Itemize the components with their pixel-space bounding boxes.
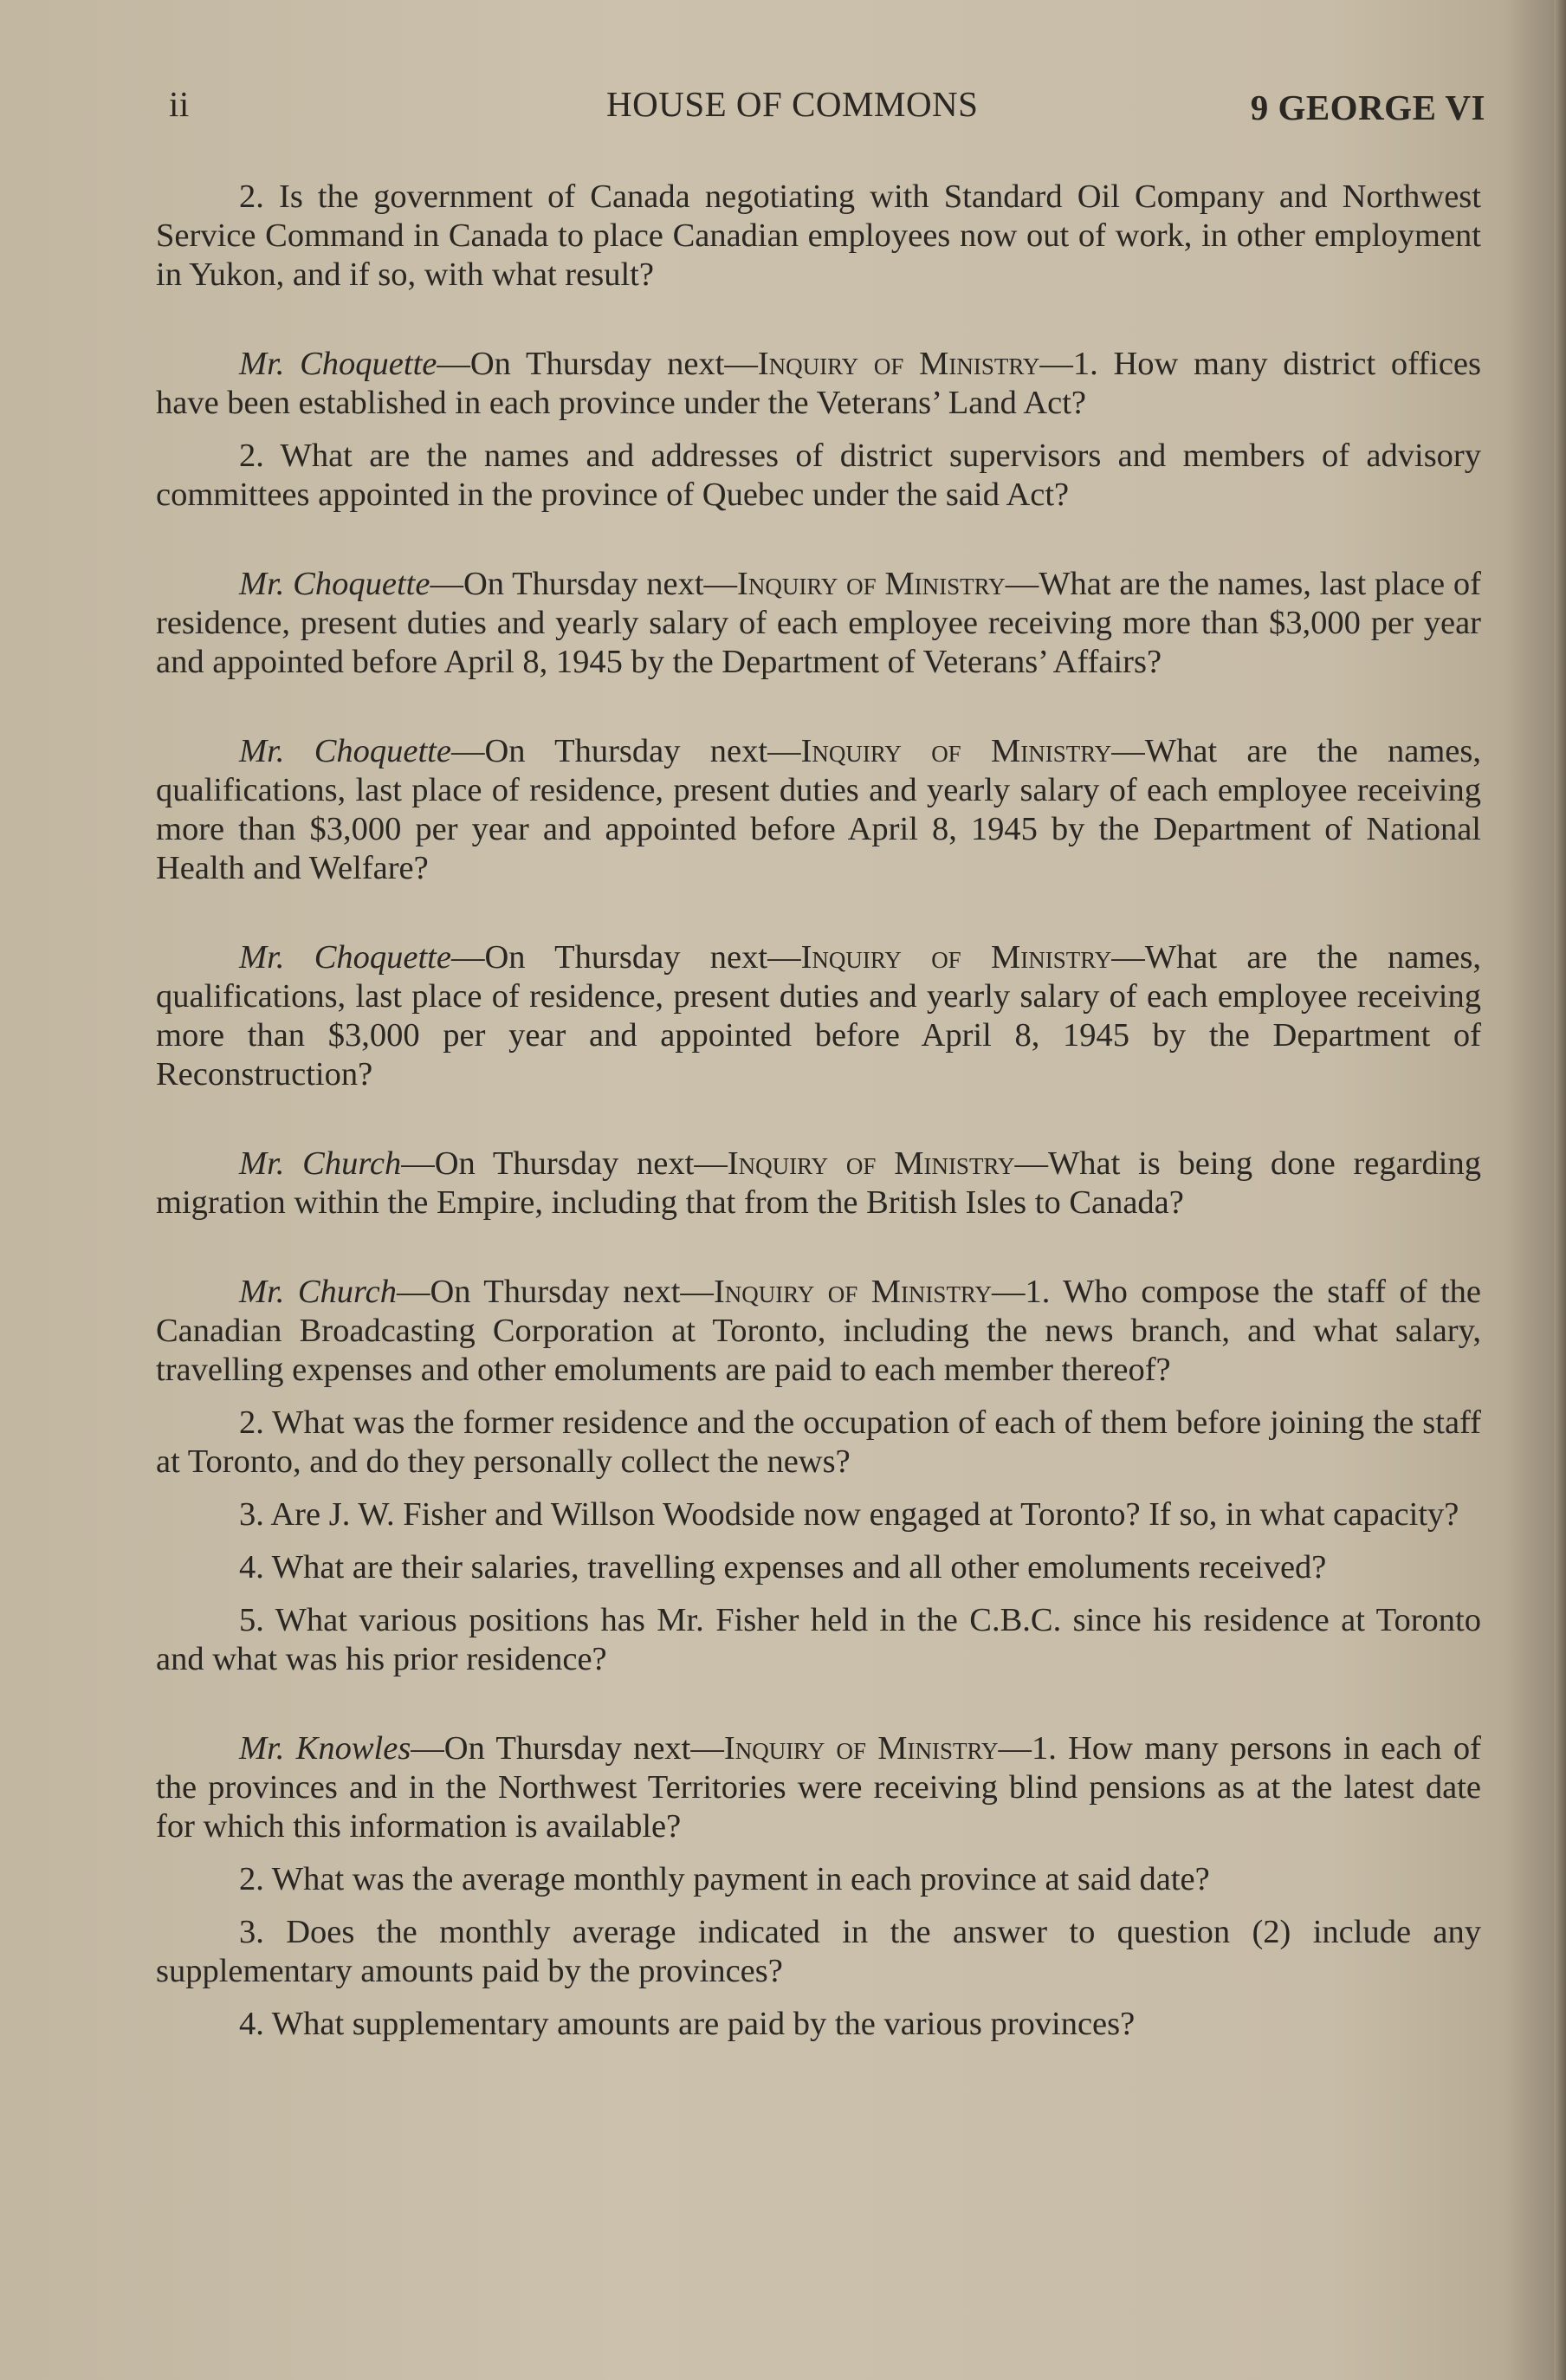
question-paragraph bbox=[156, 1860, 1481, 1899]
inquiry-heading: Inquiry of Ministry bbox=[737, 566, 1006, 602]
notice-day: —On Thursday next— bbox=[401, 1145, 728, 1182]
member-name: Mr. Choquette bbox=[239, 346, 437, 382]
member-name: Mr. Church bbox=[239, 1274, 397, 1310]
regnal-year: 9 GEORGE VI bbox=[1250, 88, 1485, 127]
question-text: —What is being done regarding migration within the Empire, including that from the British Isles to Canada? bbox=[156, 1145, 1481, 1221]
member-name: Mr. Knowles bbox=[239, 1730, 411, 1767]
question-paragraph bbox=[156, 565, 1481, 682]
question-paragraph bbox=[156, 1273, 1481, 1390]
inquiry-heading: Inquiry of Ministry bbox=[757, 346, 1040, 382]
notice-day: —On Thursday next— bbox=[411, 1730, 724, 1767]
question-paragraph bbox=[156, 1145, 1481, 1222]
running-title: HOUSE OF COMMONS bbox=[606, 84, 979, 124]
question-paragraph bbox=[156, 437, 1481, 515]
question-text: —What are the names, qualifications, last place of residence, present duties and yearly salary of each employee receiving more than $3,000 per year and appointed before April 8, 1945 by the Department of National Health and Welfare? bbox=[156, 733, 1481, 886]
inquiry-heading: Inquiry of Ministry bbox=[727, 1145, 1015, 1182]
inquiry-heading: Inquiry of Ministry bbox=[713, 1274, 992, 1310]
page-edge-shadow bbox=[1554, 0, 1566, 2380]
question-text: 4. What supplementary amounts are paid by the various provinces? bbox=[239, 2006, 1136, 2042]
question-text: —1. Who compose the staff of the Canadian Broadcasting Corporation at Toronto, including the news branch, and what salary, travelling expenses and other emoluments are paid to each member thereof? bbox=[156, 1274, 1481, 1388]
questions-body bbox=[156, 178, 1481, 2044]
page-header bbox=[169, 83, 1485, 135]
question-text: —1. How many district offices have been established in each province under the Veterans’ Land Act? bbox=[156, 346, 1481, 421]
question-text: 3. Does the monthly average indicated in the answer to question (2) include any supplementary amounts paid by the provinces? bbox=[156, 1914, 1481, 1989]
question-text: 4. What are their salaries, travelling expenses and all other emoluments received? bbox=[239, 1549, 1327, 1586]
question-paragraph bbox=[156, 178, 1481, 295]
question-text: 2. Is the government of Canada negotiating with Standard Oil Company and Northwest Service Command in Canada to place Canadian employees now out of work, in other employment in Yukon, and if so, with what result? bbox=[156, 178, 1481, 293]
inquiry-heading: Inquiry of Ministry bbox=[800, 939, 1112, 976]
member-name: Mr. Church bbox=[239, 1145, 402, 1182]
question-text: 2. What was the former residence and the occupation of each of them before joining the staff at Toronto, and do they personally collect the news? bbox=[156, 1404, 1481, 1480]
question-text: 5. What various positions has Mr. Fisher held in the C.B.C. since his residence at Toronto and what was his prior residence? bbox=[156, 1602, 1481, 1677]
notice-day: —On Thursday next— bbox=[437, 346, 758, 382]
question-paragraph bbox=[156, 1404, 1481, 1482]
question-text: —What are the names, last place of residence, present duties and yearly salary of each employee receiving more than $3,000 per year and appointed before April 8, 1945 by the Department of Veterans’ Affairs? bbox=[156, 566, 1481, 680]
notice-day: —On Thursday next— bbox=[450, 733, 801, 769]
member-name: Mr. Choquette bbox=[239, 939, 451, 976]
member-name: Mr. Choquette bbox=[239, 733, 451, 769]
notice-day: —On Thursday next— bbox=[450, 939, 801, 976]
question-text: —1. How many persons in each of the provinces and in the Northwest Territories were receiving blind pensions as at the latest date for which this information is available? bbox=[156, 1730, 1481, 1845]
question-paragraph bbox=[156, 2005, 1481, 2044]
member-name: Mr. Choquette bbox=[239, 566, 430, 602]
question-text: —What are the names, qualifications, last place of residence, present duties and yearly salary of each employee receiving more than $3,000 per year and appointed before April 8, 1945 by the Department of Reconstruction? bbox=[156, 939, 1481, 1093]
question-paragraph bbox=[156, 938, 1481, 1094]
notice-day: —On Thursday next— bbox=[396, 1274, 714, 1310]
notice-day: —On Thursday next— bbox=[430, 566, 738, 602]
question-paragraph bbox=[156, 1913, 1481, 1991]
question-paragraph bbox=[156, 732, 1481, 888]
question-paragraph bbox=[156, 1729, 1481, 1846]
question-paragraph bbox=[156, 1495, 1481, 1534]
inquiry-heading: Inquiry of Ministry bbox=[723, 1730, 999, 1767]
question-paragraph bbox=[156, 345, 1481, 423]
question-text: 2. What are the names and addresses of district supervisors and members of advisory committees appointed in the province of Quebec under the said Act? bbox=[156, 438, 1481, 513]
question-paragraph bbox=[156, 1601, 1481, 1679]
inquiry-heading: Inquiry of Ministry bbox=[800, 733, 1112, 769]
page-number: ii bbox=[169, 84, 190, 124]
question-text: 2. What was the average monthly payment in each province at said date? bbox=[239, 1861, 1210, 1897]
question-text: 3. Are J. W. Fisher and Willson Woodside now engaged at Toronto? If so, in what capacity? bbox=[239, 1496, 1459, 1533]
question-paragraph bbox=[156, 1548, 1481, 1587]
